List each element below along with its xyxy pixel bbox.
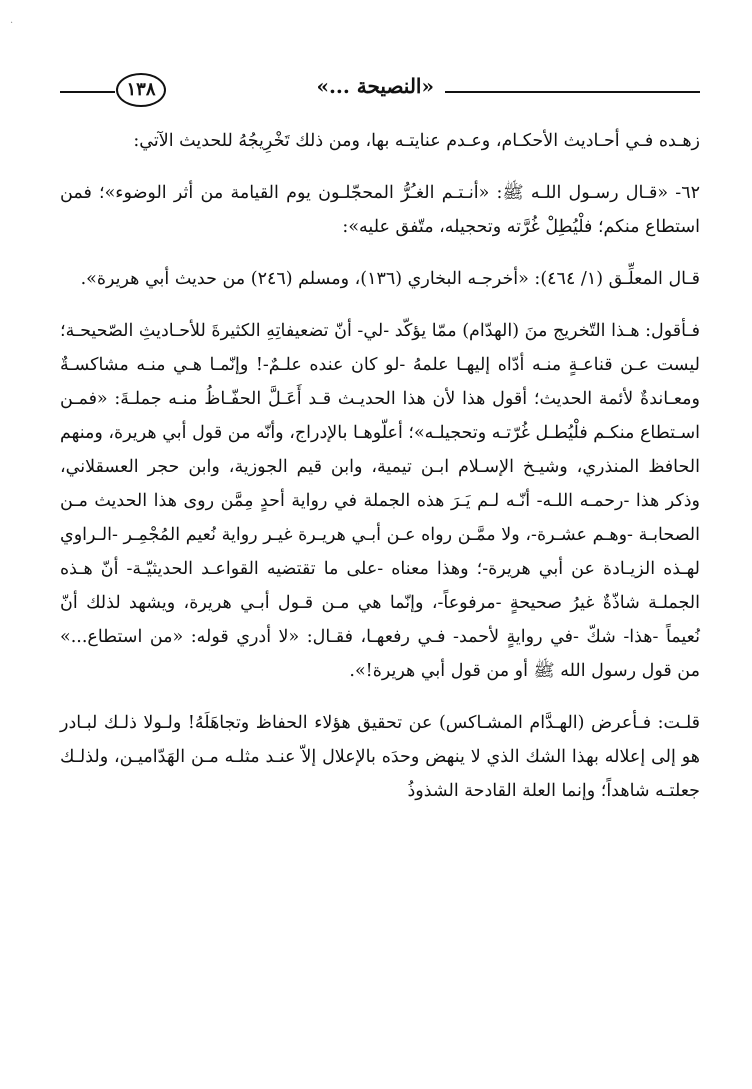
page-edge-mark: · <box>10 18 14 29</box>
paragraph-hadith-62: ٦٢- «قـال رسـول اللـه ﷺ: «أنـتـم الغـُرُّ المحجّلـون يوم القيامة من أثر الوضوء»؛ فمن استطاع منكم؛ فلْيُطِلْ غُرَّته وتحجيله، متّفق عليه»: <box>60 183 700 237</box>
running-header <box>60 68 700 112</box>
header-rule-left <box>60 91 115 93</box>
paragraph-conclusion: قلـت: فـأعرض (الهـدَّام المشـاكس) عن تحقيق هؤلاء الحفاظ وتجاهَلَهُ! ولـولا ذلـك لبـادر هو إلى إعلاله بهذا الشك الذي لا ينهض وحدَه بالإعلال إلاّ عنـد مثلـه مـن الهَدّاميـن، ولذلـك جعلتـه شاهداً؛ وإنما العلة القادحة الشذوذُ <box>60 713 700 801</box>
page-number: ١٣٨ <box>116 73 166 107</box>
page-body <box>60 124 700 808</box>
paragraph-commentator-quote: قـال المعلِّـق (١/ ٤٦٤): «أخرجـه البخاري (١٣٦)، ومسلم (٢٤٦) من حديث أبي هريرة». <box>80 269 700 289</box>
header-rule-right <box>445 91 700 93</box>
paragraph-intro: زهـده فـي أحـاديث الأحكـام، وعـدم عنايتـه بها، ومن ذلك تَخْرِيجُهُ للحديث الآتي: <box>133 131 700 151</box>
running-title: «النصيحة ...» <box>316 74 434 98</box>
paragraph-response: فـأقول: هـذا التّخريج منَ (الهدّام) ممّا يؤكّد -لي- أنّ تضعيفاتِهِ الكثيرةَ للأحـاديثِ الصّحيحـة؛ ليست عـن قناعـةٍ منـه أدّاه إليهـا علمهُ -لو كان عنده علـمٌ-! وإنّمـا هـي منـه مشاكسـةٌ ومعـاندةٌ لأئمة الحديث؛ أقول هذا لأن هذا الحديـث قـد أَعَـلَّ الحفّـاظُ منـه جملـةَ: «فمـن اسـتطاع منكـم فلْيُطـل غُرّتـه وتحجيلـه»؛ أعلّوهـا بالإدراج، وأنّه من قول أبي هريرة، ومنهم الحافظ المنذري، وشيـخ الإسـلام ابـن تيمية، وابن قيم الجوزية، وابن حجر العسقلاني، وذكر هذا -رحمـه اللـه- أنّـه لـم يَـرَ هذه الجملة في رواية أحدٍ مِمَّن روى هذا الحديث مـن الصحابـة -وهـم عشـرة-، ولا ممَّـن رواه عـن أبـي هريـرة غيـر رواية نُعيم المُجْمِـر -الـراوي لهـذه الزيـادة عن أبي هريرة-؛ وهذا معناه -على ما تقتضيه القواعـد الحديثيّـة- أنّ هـذه الجملـة شاذّةٌ غيرُ صحيحةٍ -مرفوعاً-، وإنّما هي مـن قـول أبـي هريرة، ويشهد لذلك أنّ نُعيماً -هذا- شكّ -في روايةٍ لأحمد- فـي رفعهـا، فقـال: «لا أدري قوله: «من استطاع...» من قول رسول الله ﷺ أو من قول أبي هريرة!». <box>60 321 701 681</box>
